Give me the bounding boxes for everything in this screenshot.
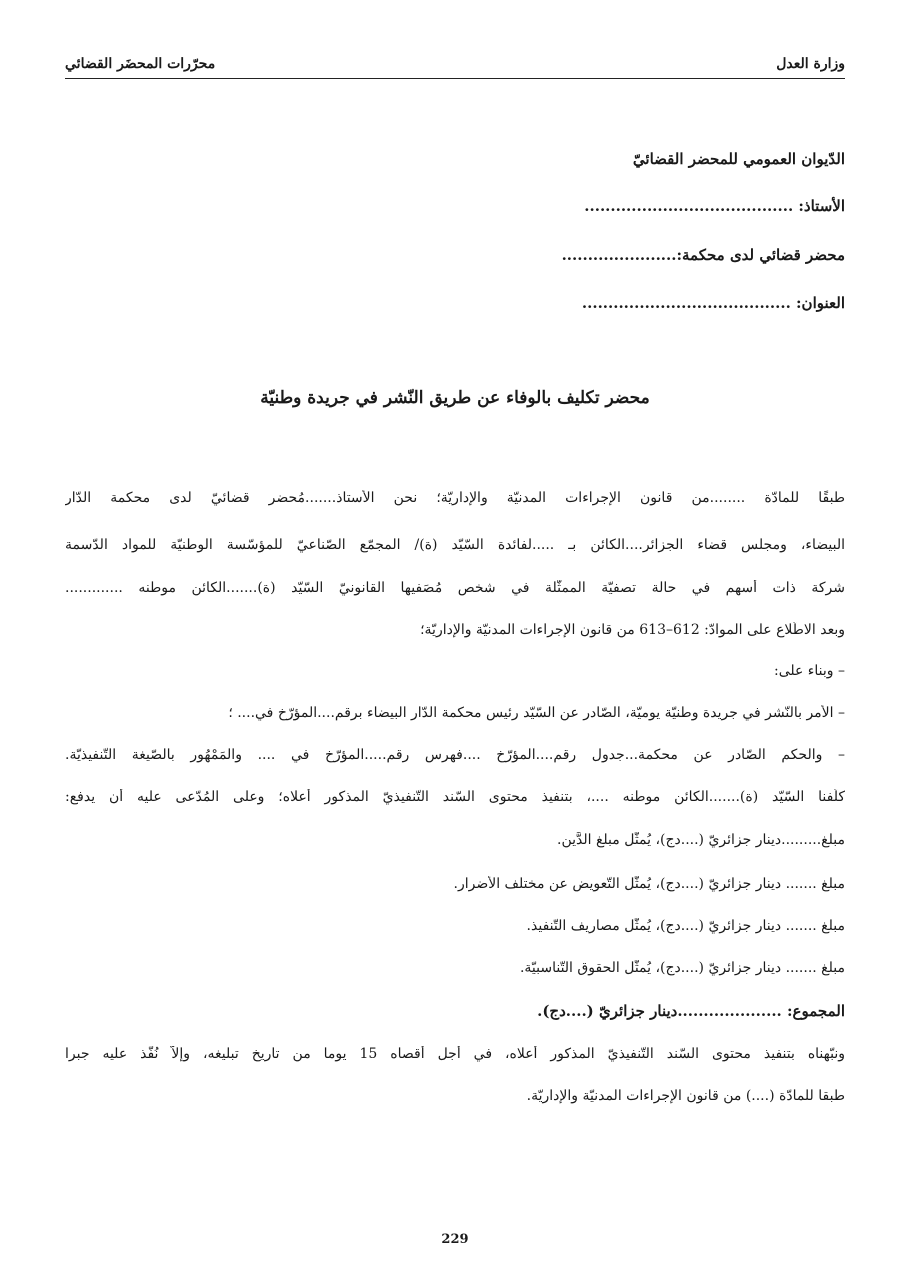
- document-title: محضر تكليف بالوفاء عن طريق النّشر في جريدة وطنيّة: [260, 388, 650, 408]
- amount-proportional-fees: مبلغ ....... دينار جزائريّ (....دج)، يُمثّل الحقوق التّناسبيّة.: [519, 960, 845, 976]
- address-field: العنوان: ........................................: [581, 294, 845, 312]
- body-line-8: كلّفنا السّيّد (ة).......الكائن موطنه ....، بتنفيذ محتوى السّند التّنفيذيّ المذكور أعلاه؛ وعلى المُدّعى عليه أن يدفع:: [65, 789, 845, 805]
- body-line-7: – والحكم الصّادر عن محكمة...جدول رقم....المؤرّخ ....فهرس رقم.....المؤرّخ في .... والمَمْهُور بالصّيغة التّنفيذيّة.: [65, 747, 845, 763]
- body-line-4: وبعد الاطّلاع على الموادّ: 612–613 من قانون الإجراءات المدنيّة والإداريّة؛: [420, 622, 845, 638]
- body-line-1: طبقًا للمادّة ........من قانون الإجراءات المدنيّة والإداريّة؛ نحن الأستاذ.......مُحضر قضائيّ لدى محكمة الدّار: [65, 490, 845, 506]
- body-line-3: شركة ذات أسهم في حالة تصفيّة الممثّلة في شخص مُصَفيها القانونيّ السّيّد (ة).......الكائن موطنه .............: [65, 580, 845, 596]
- page-number: 229: [441, 1232, 469, 1247]
- amount-compensation: مبلغ ....... دينار جزائريّ (....دج)، يُمثّل التّعويض عن مختلف الأضرار.: [453, 876, 845, 892]
- header-book-title: محرّرات المحضَر القضائي: [65, 56, 216, 72]
- amount-debt: مبلغ.........دينار جزائريّ (....دج)، يُمثّل مبلغ الدَّين.: [557, 832, 845, 848]
- body-line-2: البيضاء، ومجلس قضاء الجزائر....الكائن بـ .....لفائدة السّيّد (ة)/ المجمّع الصّناعيّ للمؤسّسة الوطنيّة للمواد الدّسمة: [65, 537, 845, 553]
- body-line-13: ونبّهناه بتنفيذ محتوى السّند التّنفيذيّ المذكور أعلاه، في أجل أقصاه 15 يوما من تاريخ تبليغه، وإلاّ نُفّذ عليه جبرا: [65, 1046, 845, 1062]
- header-ministry: وزارة العدل: [776, 56, 845, 72]
- body-line-5: – وبناء على:: [773, 663, 845, 679]
- office-heading: الدّيوان العمومي للمحضر القضائيّ: [632, 150, 845, 168]
- body-line-14: طبقا للمادّة (....) من قانون الإجراءات المدنيّة والإداريّة.: [526, 1088, 845, 1104]
- court-field: محضر قضائي لدى محكمة:......................: [561, 246, 845, 264]
- amount-execution-fees: مبلغ ....... دينار جزائريّ (....دج)، يُمثّل مصاريف التّنفيذ.: [526, 918, 845, 934]
- body-line-6: – الأمر بالنّشر في جريدة وطنيّة يوميّة، الصّادر عن السّيّد رئيس محكمة الدّار البيضاء برقم....المؤرّخ في.... ؛: [228, 705, 845, 721]
- page-header: [65, 56, 845, 79]
- lawyer-field: الأستاذ: ........................................: [584, 197, 845, 215]
- total-amount: المجموع: ....................دينار جزائريّ (....دج).: [537, 1002, 845, 1020]
